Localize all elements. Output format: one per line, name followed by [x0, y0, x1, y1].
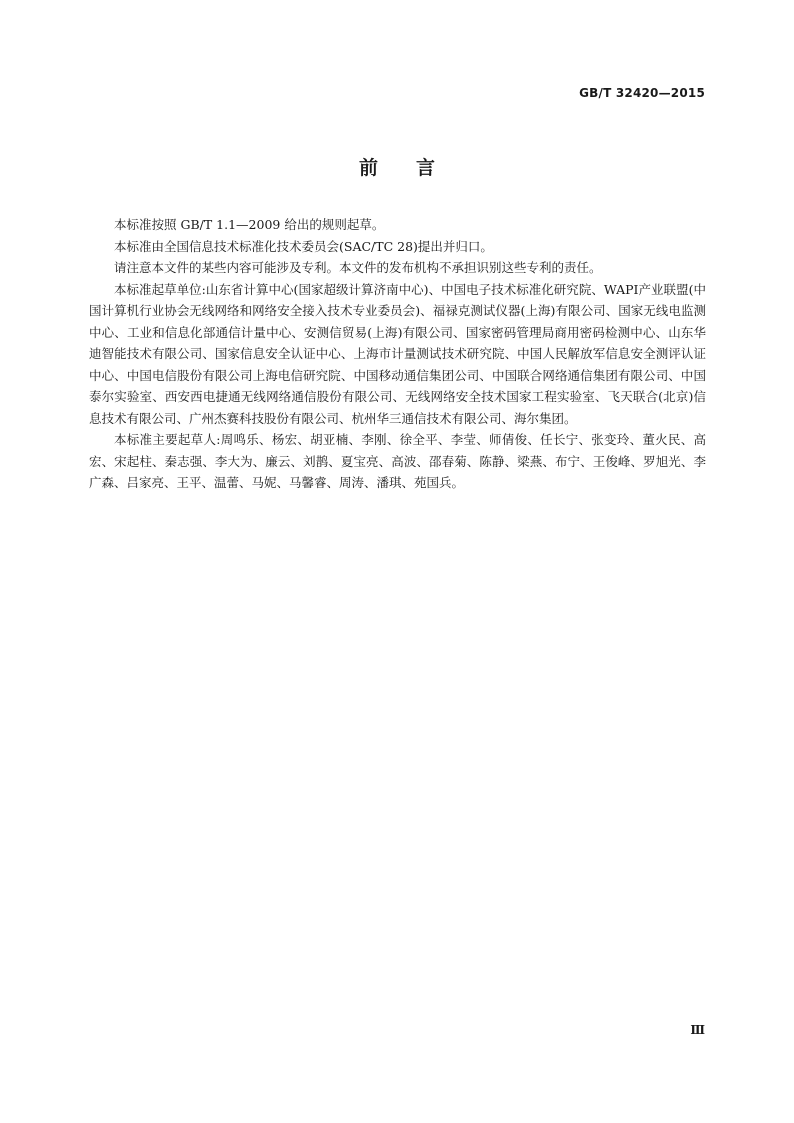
paragraph-drafters: 本标准主要起草人:周鸣乐、杨宏、胡亚楠、李刚、徐全平、李莹、师倩俊、任长宁、张变玲、董火民、高宏、宋起柱、秦志强、李大为、廉云、刘鹊、夏宝亮、高波、邵春菊、陈静、梁燕、布宁、王俊峰、罗旭光、李广森、吕家亮、王平、温蕾、马妮、马馨睿、周涛、潘琪、苑国兵。 — [89, 432, 706, 490]
page-title: 前言 — [358, 157, 473, 179]
foreword-body — [89, 214, 706, 494]
standard-code: GB/T 32420—2015 — [579, 86, 705, 100]
paragraph-drafting-rules: 本标准按照 GB/T 1.1—2009 给出的规则起草。 — [114, 217, 385, 232]
paragraph-drafting-units: 本标准起草单位:山东省计算中心(国家超级计算济南中心)、中国电子技术标准化研究院、WAPI产业联盟(中国计算机行业协会无线网络和网络安全接入技术专业委员会)、福禄克测试仪器(上海)有限公司、国家无线电监测中心、工业和信息化部通信计量中心、安测信贸易(上海)有限公司、国家密码管理局商用密码检测中心、山东华迪智能技术有限公司、国家信息安全认证中心、上海市计量测试技术研究院、中国人民解放军信息安全测评认证中心、中国电信股份有限公司上海电信研究院、中国移动通信集团公司、中国联合网络通信集团有限公司、中国泰尔实验室、西安西电捷通无线网络通信股份有限公司、无线网络安全技术国家工程实验室、飞天联合(北京)信息技术有限公司、广州杰赛科技股份有限公司、杭州华三通信技术有限公司、海尔集团。 — [89, 281, 706, 426]
paragraph-patent-notice: 请注意本文件的某些内容可能涉及专利。本文件的发布机构不承担识别这些专利的责任。 — [114, 260, 602, 275]
page-number: Ⅲ — [690, 1023, 705, 1037]
paragraph-proposer: 本标准由全国信息技术标准化技术委员会(SAC/TC 28)提出并归口。 — [114, 238, 493, 254]
